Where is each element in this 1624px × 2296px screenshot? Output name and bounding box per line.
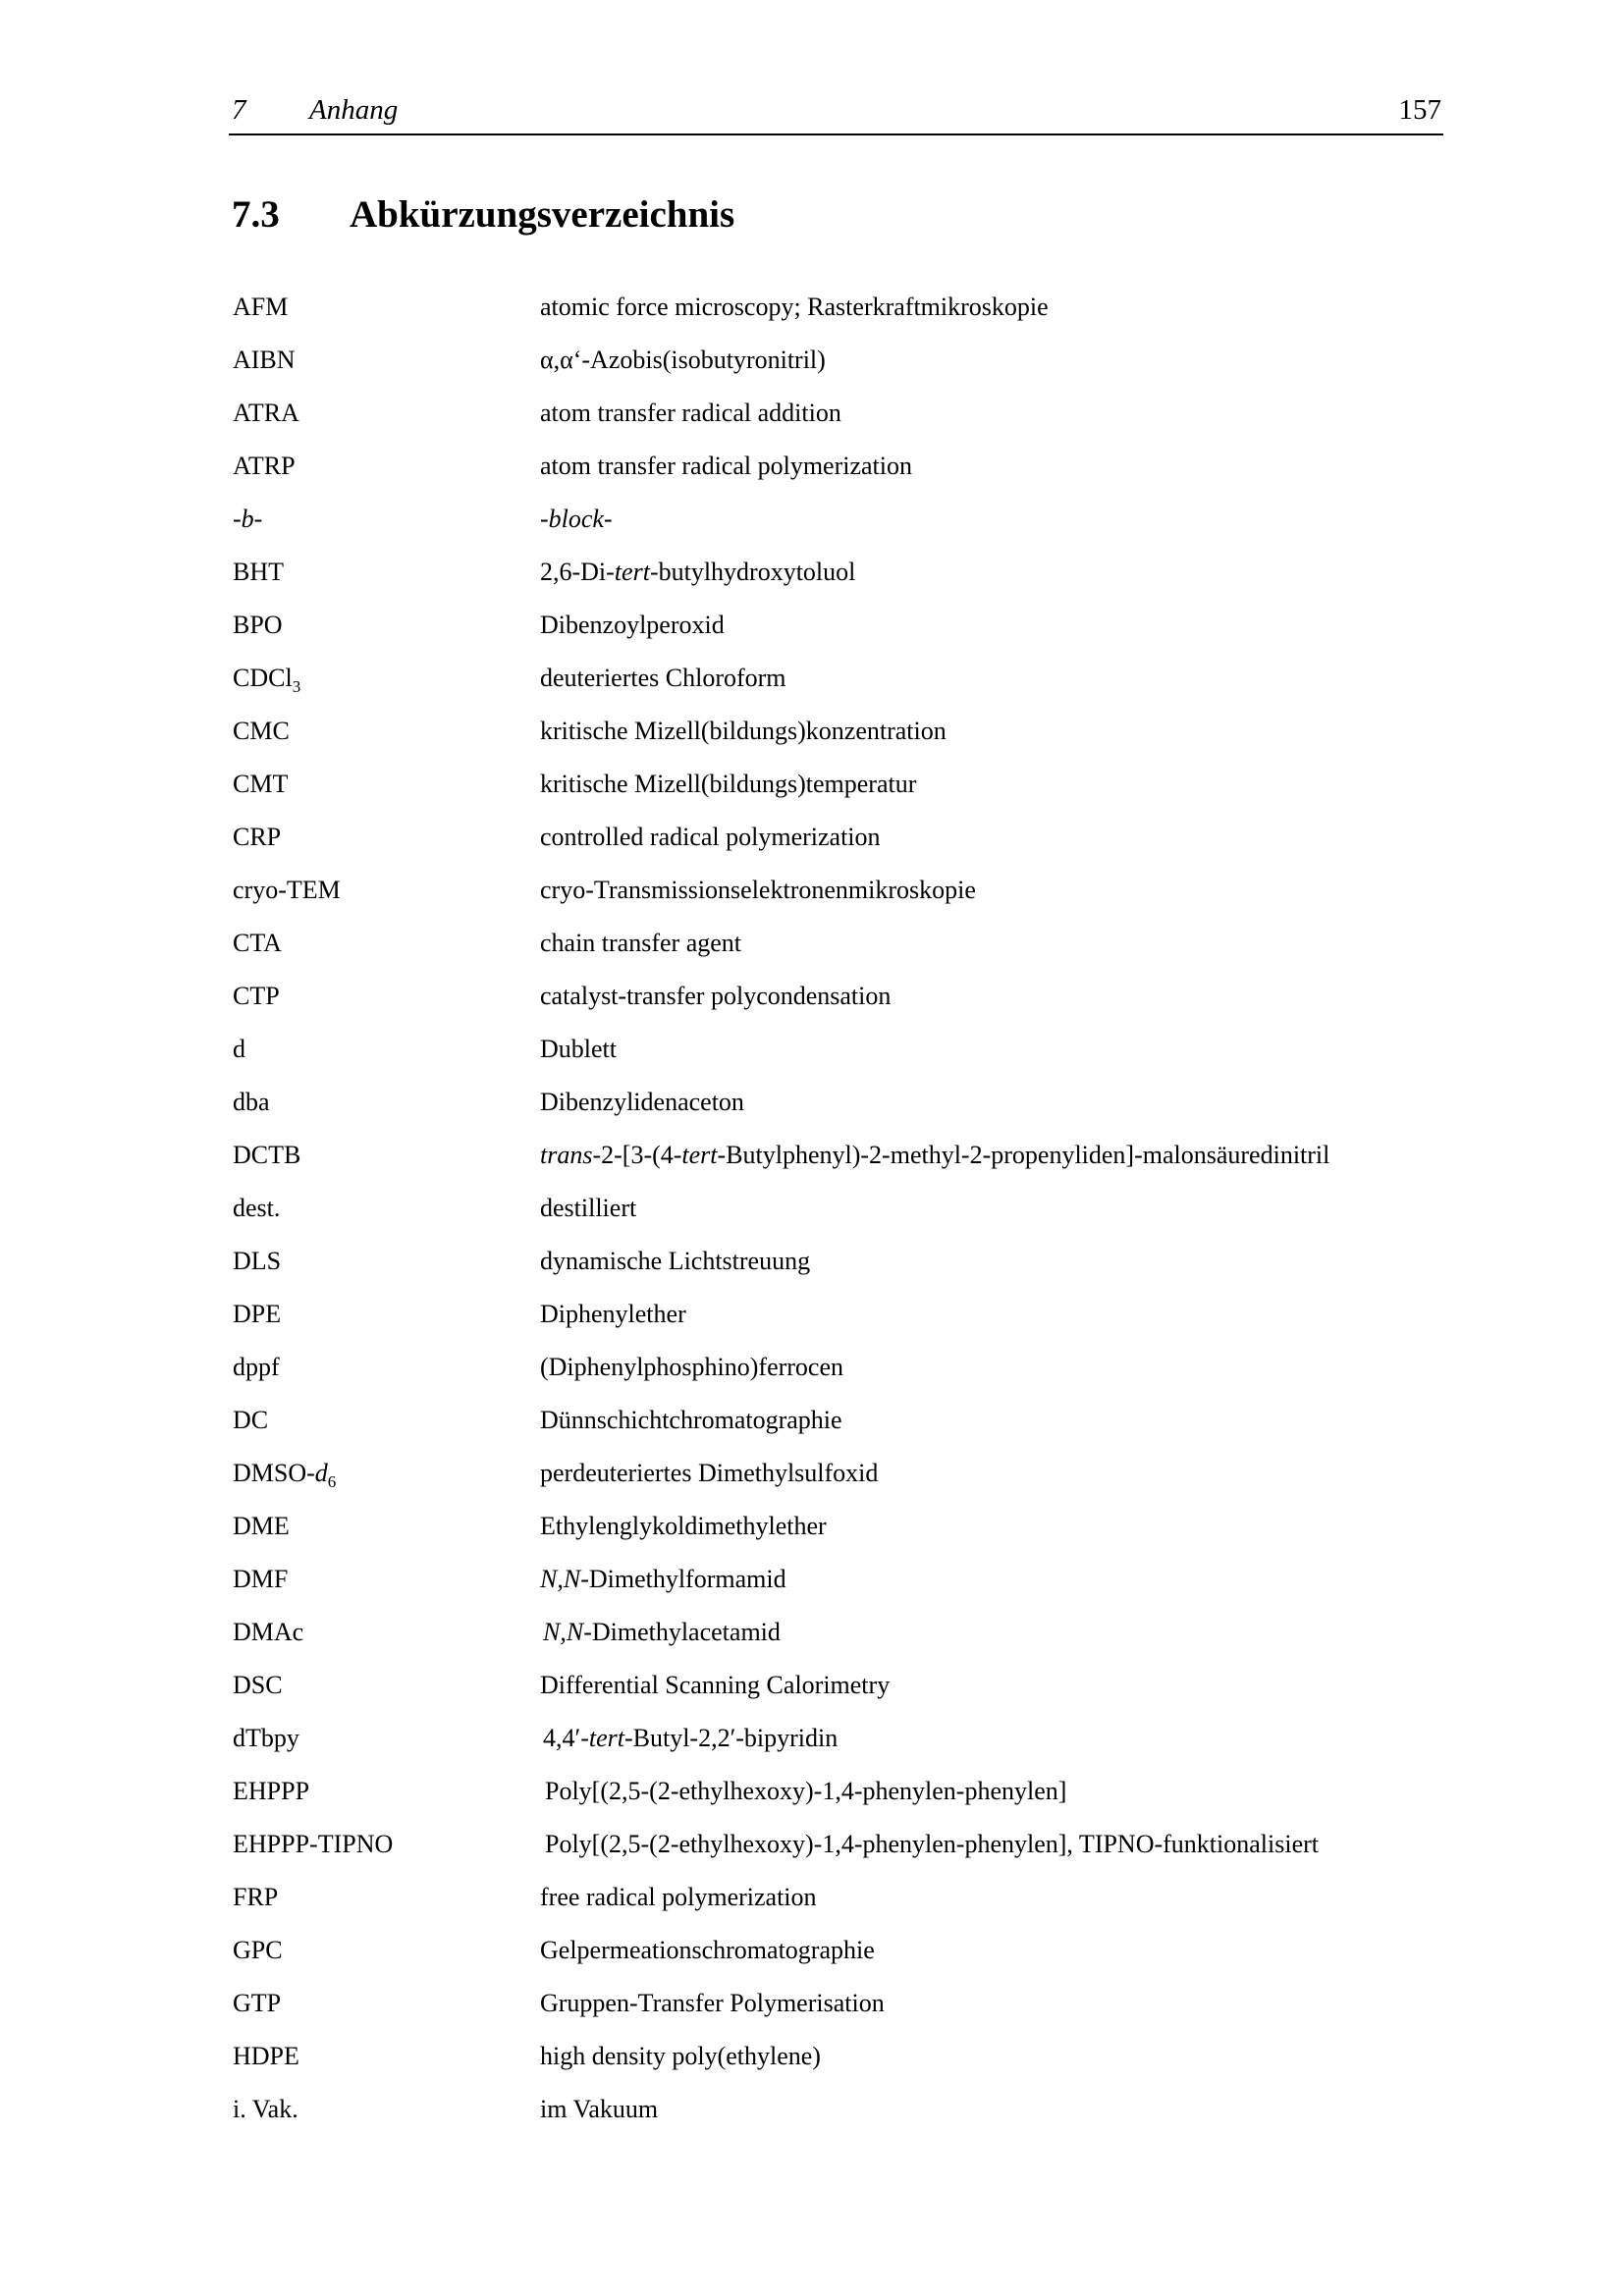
abbreviation-entry xyxy=(0,765,1624,804)
abbreviation-entry xyxy=(0,1507,1624,1546)
abbreviation-term: CMT xyxy=(233,770,289,798)
meaning-part: -butylhydroxytoluol xyxy=(649,558,856,586)
chapter-title: Anhang xyxy=(309,94,399,126)
abbreviation-entry xyxy=(0,1242,1624,1281)
abbreviation-term: ATRP xyxy=(233,452,296,480)
section-title: Abkürzungsverzeichnis xyxy=(350,193,735,236)
meaning-part: -2-[3-(4- xyxy=(592,1141,682,1169)
abbreviation-entry xyxy=(0,1189,1624,1228)
abbreviation-meaning: Dibenzylidenaceton xyxy=(540,1088,744,1116)
abbreviation-entry xyxy=(0,1083,1624,1122)
abbreviation-term: BHT xyxy=(233,558,284,586)
page-number: 157 xyxy=(1398,94,1441,126)
abbreviation-entry xyxy=(0,1348,1624,1387)
abbreviation-term: -b- xyxy=(233,505,263,533)
meaning-part: -Dimethylformamid xyxy=(580,1565,786,1593)
meaning-part: 4,4′- xyxy=(543,1724,589,1752)
abbreviation-meaning: dynamische Lichtstreuung xyxy=(540,1247,811,1275)
abbreviation-meaning: im Vakuum xyxy=(540,2095,659,2123)
abbreviation-term: CMC xyxy=(233,717,290,745)
abbreviation-meaning: cryo-Transmissionselektronenmikroskopie xyxy=(540,876,976,904)
abbreviation-meaning xyxy=(540,553,855,592)
abbreviation-entry xyxy=(0,341,1624,380)
abbreviation-meaning: deuteriertes Chloroform xyxy=(540,664,786,692)
meaning-part: -Butyl-2,2′-bipyridin xyxy=(623,1724,839,1752)
abbreviation-term: DMF xyxy=(233,1565,289,1593)
abbreviation-term: HDPE xyxy=(233,2042,299,2070)
abbreviation-term: DMAc xyxy=(233,1618,304,1646)
abbreviation-meaning xyxy=(543,1613,781,1652)
meaning-italic-part: tert xyxy=(681,1141,718,1169)
running-header xyxy=(229,94,1443,135)
abbreviation-term: dTbpy xyxy=(233,1724,299,1752)
abbreviation-term xyxy=(233,1454,336,1493)
abbreviation-entry xyxy=(0,394,1624,433)
abbreviation-entry xyxy=(0,712,1624,751)
meaning-italic-part: tert xyxy=(614,558,650,586)
abbreviation-entry xyxy=(0,1454,1624,1493)
abbreviation-meaning: destilliert xyxy=(540,1194,637,1222)
meaning-italic-part: trans xyxy=(540,1141,593,1169)
term-italic-part: d xyxy=(314,1459,328,1487)
abbreviation-term: d xyxy=(233,1035,245,1063)
abbreviation-meaning: atom transfer radical polymerization xyxy=(540,452,913,480)
abbreviation-meaning: atom transfer radical addition xyxy=(540,399,841,427)
abbreviation-term: ATRA xyxy=(233,399,299,427)
abbreviation-entry xyxy=(0,2037,1624,2076)
abbreviation-meaning: Dublett xyxy=(540,1035,617,1063)
abbreviation-term: FRP xyxy=(233,1883,279,1911)
abbreviation-meaning: high density poly(ethylene) xyxy=(540,2042,821,2070)
abbreviation-term: CTA xyxy=(233,929,282,957)
term-part: CDCl xyxy=(233,664,293,692)
abbreviation-meaning: Gruppen-Transfer Polymerisation xyxy=(540,1989,885,2017)
abbreviation-meaning: controlled radical polymerization xyxy=(540,823,881,851)
meaning-italic-part: N,N xyxy=(543,1618,584,1646)
abbreviation-term: DME xyxy=(233,1512,290,1540)
abbreviation-term: DPE xyxy=(233,1300,282,1328)
abbreviation-term: CTP xyxy=(233,982,280,1010)
abbreviation-term: CRP xyxy=(233,823,282,851)
abbreviation-meaning: Diphenylether xyxy=(540,1300,686,1328)
abbreviation-term: AIBN xyxy=(233,346,296,374)
abbreviation-entry xyxy=(0,1984,1624,2023)
term-subscript: 6 xyxy=(327,1472,337,1492)
meaning-italic-part: tert xyxy=(588,1724,624,1752)
abbreviation-meaning xyxy=(543,1719,838,1758)
abbreviation-meaning: Dibenzoylperoxid xyxy=(540,611,725,639)
meaning-part: -Dimethylacetamid xyxy=(583,1618,781,1646)
abbreviation-entry xyxy=(0,1931,1624,1970)
abbreviation-entry xyxy=(0,1719,1624,1758)
abbreviation-meaning: Poly[(2,5-(2-ethylhexoxy)-1,4-phenylen-phenylen] xyxy=(545,1777,1067,1805)
abbreviation-meaning xyxy=(540,1136,1329,1175)
abbreviation-term: dba xyxy=(233,1088,270,1116)
abbreviation-entry xyxy=(0,1666,1624,1705)
abbreviation-term: i. Vak. xyxy=(233,2095,298,2123)
abbreviation-entry xyxy=(0,1030,1624,1069)
abbreviation-entry xyxy=(0,500,1624,539)
abbreviation-term: GTP xyxy=(233,1989,282,2017)
abbreviation-meaning: kritische Mizell(bildungs)temperatur xyxy=(540,770,917,798)
term-subscript: 3 xyxy=(292,677,301,697)
abbreviation-entry xyxy=(0,924,1624,963)
abbreviation-entry xyxy=(0,553,1624,592)
abbreviation-entry xyxy=(0,1825,1624,1864)
abbreviation-meaning: Gelpermeationschromatographie xyxy=(540,1936,875,1964)
abbreviation-term: DSC xyxy=(233,1671,283,1699)
abbreviation-term: DCTB xyxy=(233,1141,301,1169)
abbreviation-entry xyxy=(0,871,1624,910)
meaning-part: -Butylphenyl)-2-methyl-2-propenyliden]-malonsäuredinitril xyxy=(717,1141,1330,1169)
meaning-part: 2,6-Di- xyxy=(540,558,615,586)
abbreviation-entry xyxy=(0,1878,1624,1917)
abbreviation-term: BPO xyxy=(233,611,283,639)
abbreviation-meaning: atomic force microscopy; Rasterkraftmikroskopie xyxy=(540,293,1049,321)
abbreviation-entry xyxy=(0,1295,1624,1334)
abbreviation-term: EHPPP-TIPNO xyxy=(233,1830,394,1858)
abbreviation-term: dppf xyxy=(233,1353,280,1381)
abbreviation-entry xyxy=(0,659,1624,698)
abbreviation-meaning: kritische Mizell(bildungs)konzentration xyxy=(540,717,947,745)
abbreviation-term: cryo-TEM xyxy=(233,876,341,904)
abbreviation-meaning: Ethylenglykoldimethylether xyxy=(540,1512,827,1540)
section-number: 7.3 xyxy=(232,193,280,236)
abbreviation-term: GPC xyxy=(233,1936,283,1964)
abbreviation-term: DC xyxy=(233,1406,269,1434)
abbreviation-meaning: Differential Scanning Calorimetry xyxy=(540,1671,891,1699)
abbreviation-meaning: chain transfer agent xyxy=(540,929,742,957)
abbreviation-entry xyxy=(0,606,1624,645)
abbreviation-term: DLS xyxy=(233,1247,282,1275)
abbreviation-term xyxy=(233,659,300,698)
abbreviation-meaning: free radical polymerization xyxy=(540,1883,817,1911)
abbreviation-meaning: (Diphenylphosphino)ferrocen xyxy=(540,1353,844,1381)
abbreviation-term: AFM xyxy=(233,293,289,321)
abbreviation-meaning: Dünnschichtchromatographie xyxy=(540,1406,842,1434)
chapter-number: 7 xyxy=(232,94,246,126)
meaning-italic-part: N,N xyxy=(540,1565,581,1593)
abbreviation-entry xyxy=(0,1560,1624,1599)
abbreviation-entry xyxy=(0,1613,1624,1652)
abbreviation-entry xyxy=(0,1401,1624,1440)
abbreviation-meaning: perdeuteriertes Dimethylsulfoxid xyxy=(540,1459,879,1487)
abbreviation-meaning: catalyst-transfer polycondensation xyxy=(540,982,892,1010)
abbreviation-entry xyxy=(0,288,1624,327)
abbreviation-entry xyxy=(0,1136,1624,1175)
term-part: DMSO- xyxy=(233,1459,315,1487)
abbreviation-meaning: α,α‘-Azobis(isobutyronitril) xyxy=(540,346,826,374)
abbreviation-entry xyxy=(0,977,1624,1016)
abbreviation-meaning xyxy=(540,1560,786,1599)
abbreviation-entry xyxy=(0,447,1624,486)
abbreviation-term: EHPPP xyxy=(233,1777,310,1805)
abbreviation-meaning: -block- xyxy=(540,505,613,533)
abbreviation-entry xyxy=(0,818,1624,857)
abbreviation-term: dest. xyxy=(233,1194,281,1222)
abbreviation-meaning: Poly[(2,5-(2-ethylhexoxy)-1,4-phenylen-phenylen], TIPNO-funktionalisiert xyxy=(545,1830,1319,1858)
abbreviation-entry xyxy=(0,2090,1624,2129)
abbreviation-entry xyxy=(0,1772,1624,1811)
